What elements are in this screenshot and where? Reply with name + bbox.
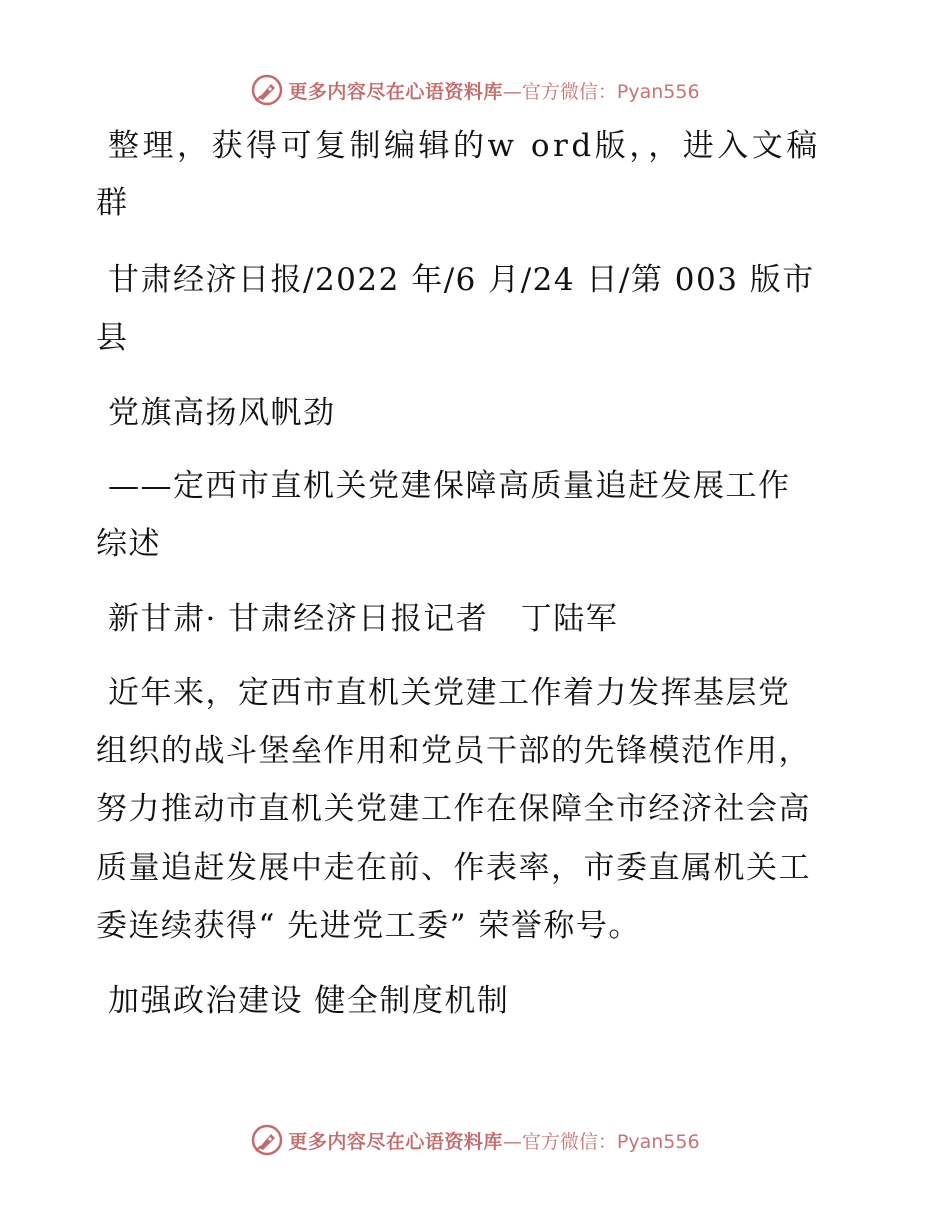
article-subtitle-line-1: ——定西市直机关党建保障高质量追赶发展工作 bbox=[108, 468, 791, 504]
article-byline: 新甘肃· 甘肃经济日报记者 丁陆军 bbox=[108, 601, 619, 637]
watermark-main-text: 更多内容尽在心语资料库 bbox=[288, 1130, 503, 1153]
source-line-2: 县 bbox=[96, 320, 129, 356]
pen-nib-logo-icon bbox=[250, 1123, 284, 1157]
watermark-sub-text: —官方微信：Pyan556 bbox=[502, 1130, 700, 1153]
watermark-main-text: 更多内容尽在心语资料库 bbox=[288, 80, 503, 103]
body-paragraph-line: 近年来，定西市直机关党建工作着力发挥基层党 bbox=[108, 675, 791, 711]
watermark-banner-bottom bbox=[0, 1120, 950, 1160]
body-paragraph-line: 努力推动市直机关党建工作在保障全市经济社会高 bbox=[96, 791, 811, 827]
body-paragraph-line: 质量追赶发展中走在前、作表率，市委直属机关工 bbox=[96, 850, 811, 886]
source-line-1: 甘肃经济日报/2022 年/6 月/24 日/第 003 版市 bbox=[108, 262, 815, 298]
intro-line-2: 群 bbox=[96, 185, 129, 221]
article-title: 党旗高扬风帆劲 bbox=[108, 395, 336, 431]
watermark-sub-text: —官方微信：Pyan556 bbox=[502, 80, 700, 103]
article-subtitle-line-2: 综述 bbox=[96, 526, 161, 562]
body-paragraph-line: 委连续获得“ 先进党工委” 荣誉称号。 bbox=[96, 908, 641, 944]
intro-line-1: 整理，获得可复制编辑的w ord版，，进入文稿 bbox=[108, 128, 821, 164]
section-heading: 加强政治建设 健全制度机制 bbox=[108, 983, 510, 1019]
body-paragraph-line: 组织的战斗堡垒作用和党员干部的先锋模范作用， bbox=[96, 733, 811, 769]
